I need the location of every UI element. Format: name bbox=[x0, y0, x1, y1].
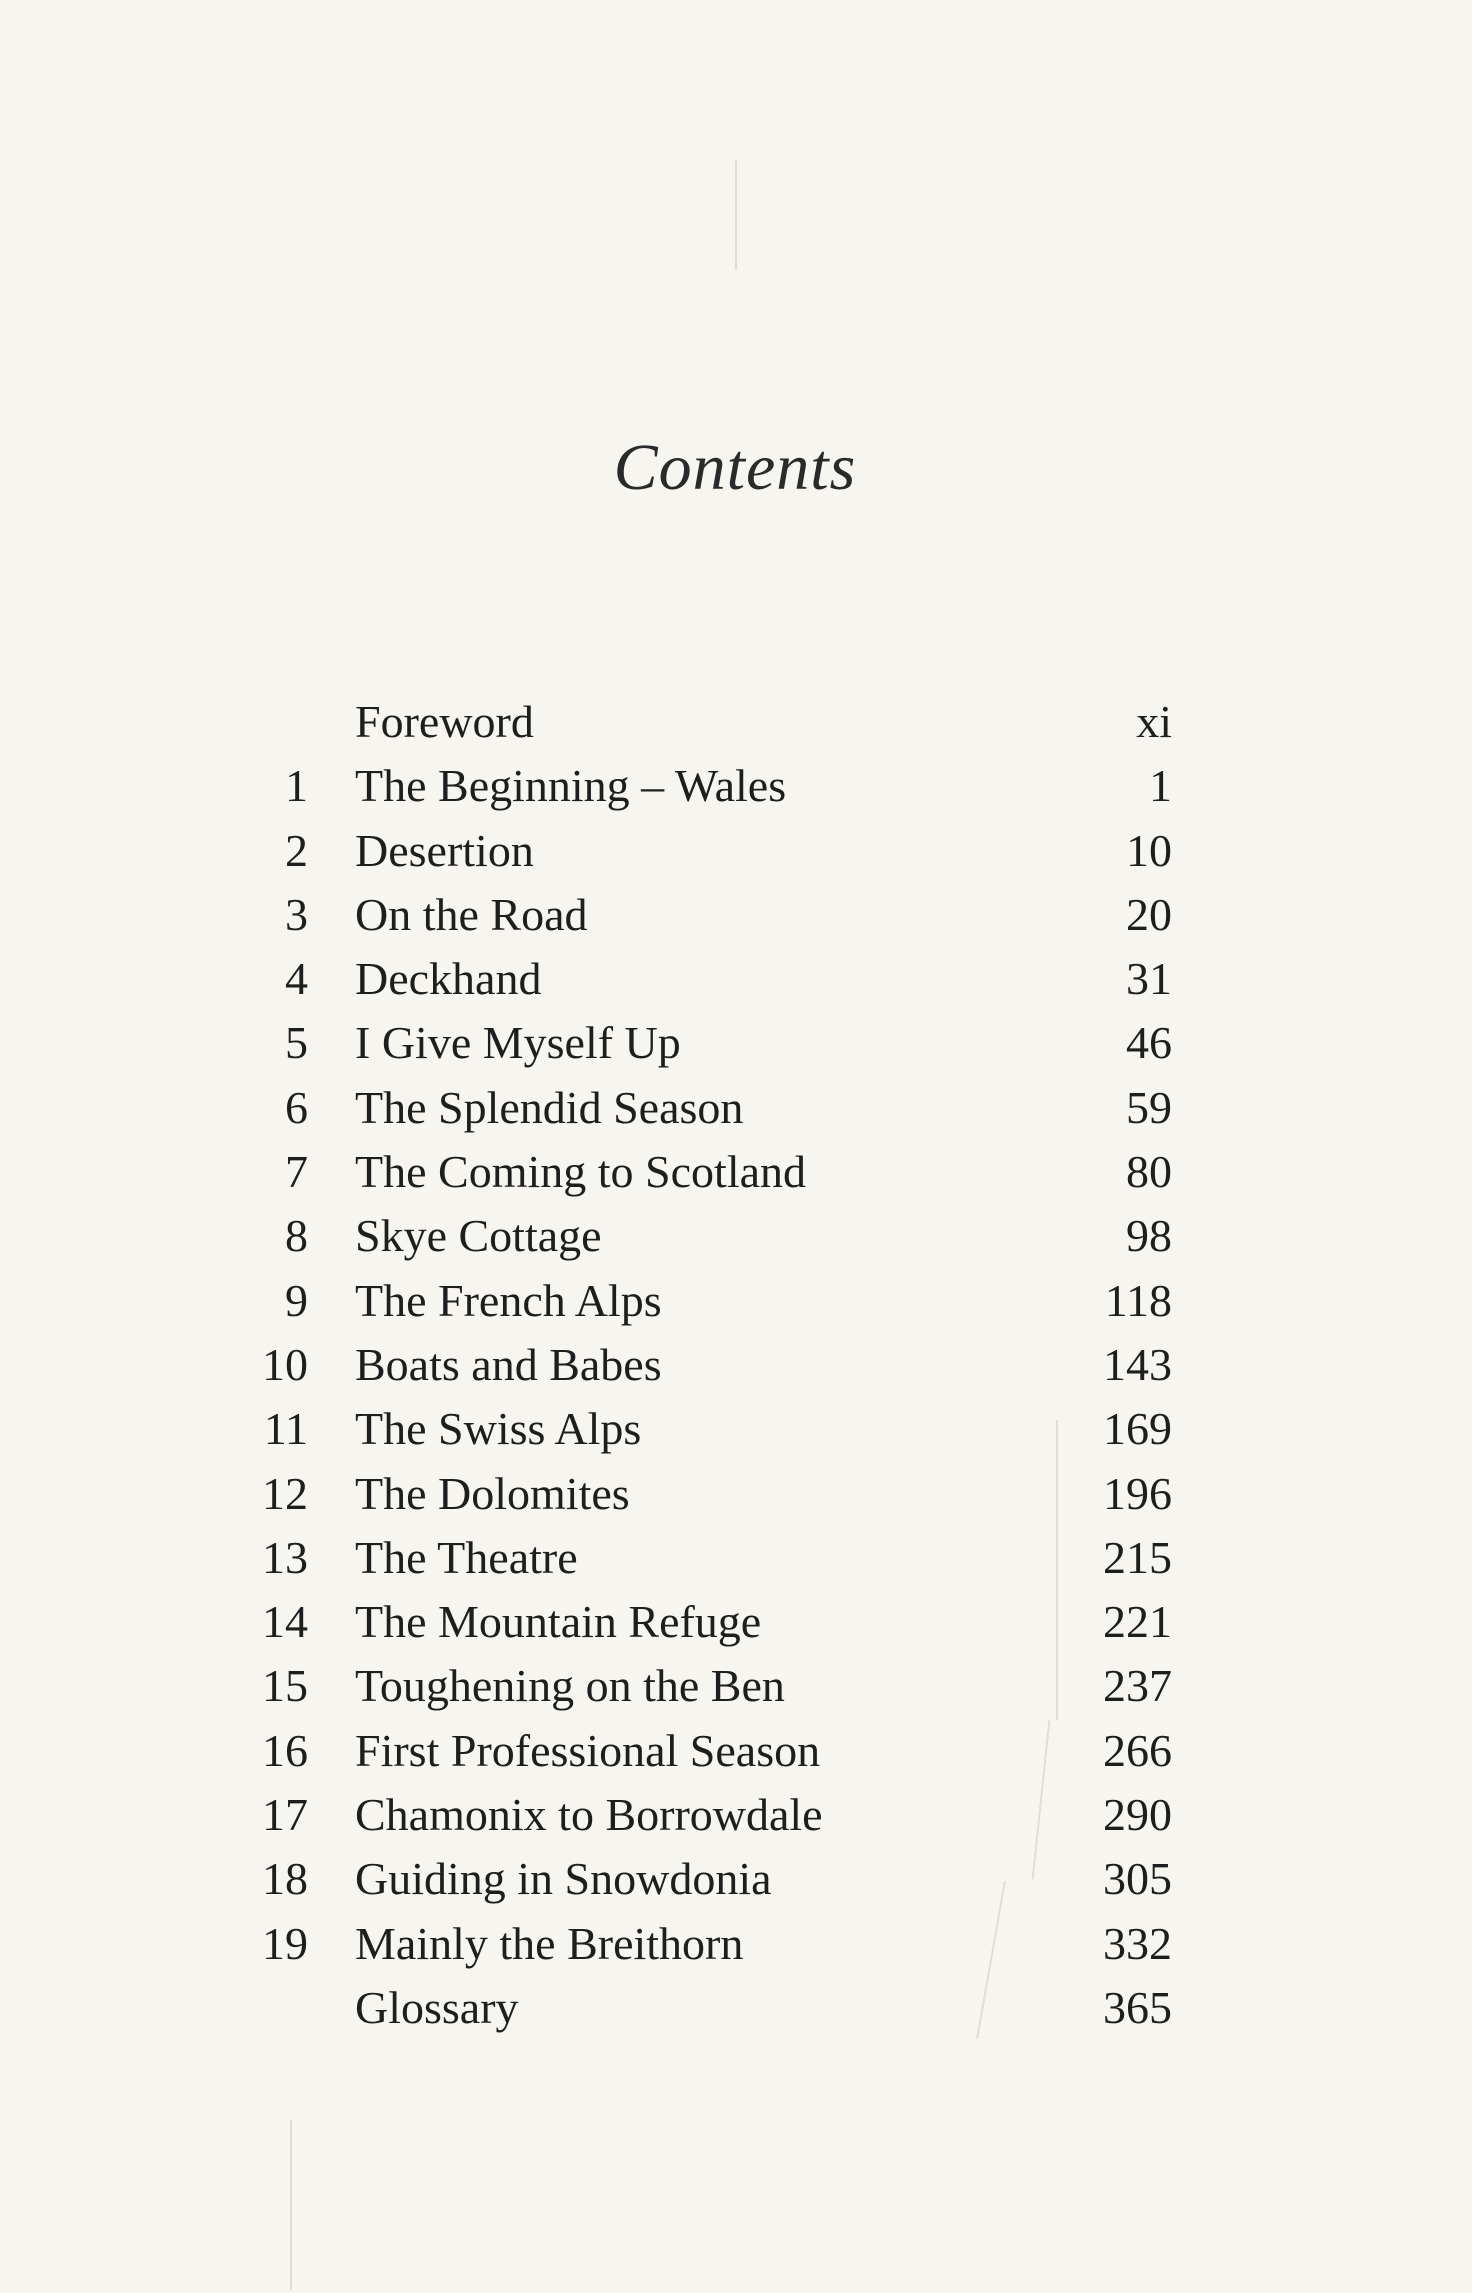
chapter-number: 7 bbox=[285, 1146, 308, 1198]
chapter-number: 4 bbox=[285, 953, 308, 1005]
chapter-number: 19 bbox=[262, 1917, 308, 1969]
toc-row[interactable] bbox=[0, 754, 1472, 818]
chapter-title: The Theatre bbox=[355, 1531, 578, 1583]
chapter-title: Foreword bbox=[355, 696, 534, 747]
chapter-number: 13 bbox=[262, 1531, 308, 1583]
page-number: 80 bbox=[1126, 1146, 1172, 1198]
chapter-number: 2 bbox=[285, 824, 308, 876]
chapter-number: 15 bbox=[262, 1660, 308, 1712]
toc-row[interactable] bbox=[0, 1912, 1472, 1976]
toc-row[interactable] bbox=[0, 819, 1472, 883]
chapter-title: Skye Cottage bbox=[355, 1210, 602, 1262]
chapter-number: 9 bbox=[285, 1274, 308, 1326]
chapter-title: The Swiss Alps bbox=[355, 1403, 642, 1455]
chapter-number: 5 bbox=[285, 1017, 308, 1069]
page-number: 10 bbox=[1126, 824, 1172, 876]
page-number: 169 bbox=[1103, 1403, 1172, 1455]
chapter-number: 1 bbox=[285, 760, 308, 812]
page-number: 31 bbox=[1126, 953, 1172, 1005]
page-number: 59 bbox=[1126, 1081, 1172, 1133]
chapter-title: The Splendid Season bbox=[355, 1081, 744, 1133]
page-number: 365 bbox=[1103, 1981, 1172, 2033]
chapter-title: The Beginning – Wales bbox=[355, 760, 787, 812]
page-number: 290 bbox=[1103, 1789, 1172, 1841]
paper-scratch bbox=[735, 160, 737, 270]
toc-row[interactable] bbox=[0, 1333, 1472, 1397]
chapter-number: 8 bbox=[285, 1210, 308, 1262]
chapter-title: I Give Myself Up bbox=[355, 1017, 681, 1069]
chapter-title: The Coming to Scotland bbox=[355, 1146, 807, 1198]
page-number: 143 bbox=[1103, 1338, 1172, 1390]
chapter-number: 11 bbox=[263, 1403, 308, 1455]
table-of-contents bbox=[0, 690, 1472, 2040]
toc-row[interactable] bbox=[0, 1269, 1472, 1333]
chapter-title: Guiding in Snowdonia bbox=[355, 1853, 772, 1905]
page-number: 196 bbox=[1103, 1467, 1172, 1519]
chapter-number: 16 bbox=[262, 1724, 308, 1776]
toc-row[interactable] bbox=[0, 1011, 1472, 1075]
chapter-title: Deckhand bbox=[355, 953, 542, 1005]
toc-row[interactable] bbox=[0, 1526, 1472, 1590]
chapter-title: First Professional Season bbox=[355, 1724, 821, 1776]
paper-scratch bbox=[290, 2120, 292, 2290]
toc-row[interactable] bbox=[0, 1462, 1472, 1526]
page-number: xi bbox=[1136, 696, 1172, 747]
toc-row[interactable] bbox=[0, 1719, 1472, 1783]
chapter-title: Glossary bbox=[355, 1981, 519, 2033]
chapter-number: 14 bbox=[262, 1596, 308, 1648]
page-number: 1 bbox=[1149, 760, 1172, 812]
toc-row[interactable] bbox=[0, 1976, 1472, 2040]
page-number: 118 bbox=[1104, 1274, 1172, 1326]
toc-row[interactable] bbox=[0, 1140, 1472, 1204]
page-number: 305 bbox=[1103, 1853, 1172, 1905]
toc-row[interactable] bbox=[0, 1654, 1472, 1718]
page-number: 266 bbox=[1103, 1724, 1172, 1776]
page-title bbox=[0, 430, 1472, 506]
chapter-title: The French Alps bbox=[355, 1274, 662, 1326]
chapter-title: The Mountain Refuge bbox=[355, 1596, 762, 1648]
toc-row[interactable] bbox=[0, 1076, 1472, 1140]
toc-row[interactable] bbox=[0, 1590, 1472, 1654]
toc-row[interactable] bbox=[0, 690, 1472, 754]
chapter-number: 17 bbox=[262, 1789, 308, 1841]
chapter-number: 18 bbox=[262, 1853, 308, 1905]
page-number: 237 bbox=[1103, 1660, 1172, 1712]
toc-row[interactable] bbox=[0, 1397, 1472, 1461]
chapter-title: Chamonix to Borrowdale bbox=[355, 1789, 823, 1841]
page-number: 215 bbox=[1103, 1531, 1172, 1583]
chapter-title: Desertion bbox=[355, 824, 534, 876]
page-number: 20 bbox=[1126, 888, 1172, 940]
toc-row[interactable] bbox=[0, 883, 1472, 947]
chapter-number: 6 bbox=[285, 1081, 308, 1133]
toc-row[interactable] bbox=[0, 1847, 1472, 1911]
toc-row[interactable] bbox=[0, 1783, 1472, 1847]
chapter-title: Toughening on the Ben bbox=[355, 1660, 785, 1712]
chapter-title: Boats and Babes bbox=[355, 1338, 662, 1390]
chapter-title: On the Road bbox=[355, 888, 588, 940]
page-number: 98 bbox=[1126, 1210, 1172, 1262]
toc-row[interactable] bbox=[0, 947, 1472, 1011]
chapter-number: 10 bbox=[262, 1338, 308, 1390]
chapter-number: 12 bbox=[262, 1467, 308, 1519]
chapter-number: 3 bbox=[285, 888, 308, 940]
page-title-text: Contents bbox=[613, 431, 857, 504]
page-number: 332 bbox=[1103, 1917, 1172, 1969]
chapter-title: The Dolomites bbox=[355, 1467, 630, 1519]
page-number: 46 bbox=[1126, 1017, 1172, 1069]
chapter-title: Mainly the Breithorn bbox=[355, 1917, 744, 1969]
page-number: 221 bbox=[1103, 1596, 1172, 1648]
toc-row[interactable] bbox=[0, 1204, 1472, 1268]
